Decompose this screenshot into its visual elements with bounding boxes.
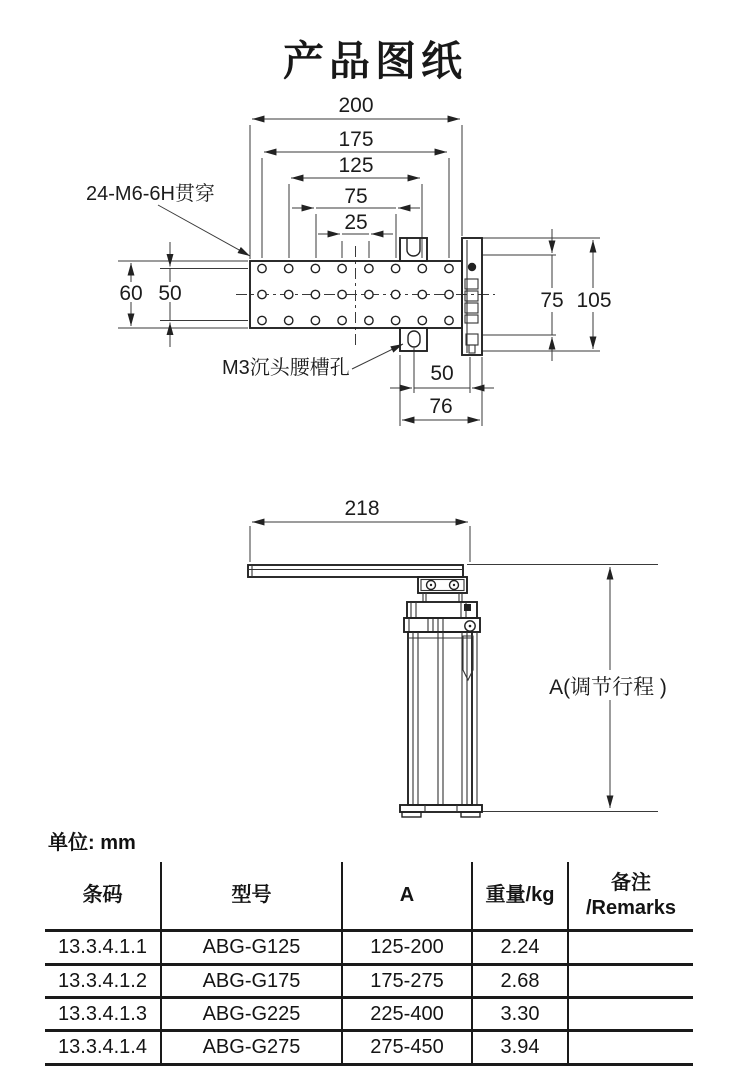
clamp-bracket: [400, 238, 482, 355]
dim-label-125: 125: [338, 154, 374, 177]
cell-weight: 3.94: [473, 1032, 569, 1066]
lift-column: [404, 593, 480, 805]
cell-remark: [569, 932, 693, 966]
dim-label-76: 76: [429, 395, 453, 418]
top-view: [86, 94, 612, 426]
cell-a: 275-450: [343, 1032, 473, 1066]
callout-slot-hole: M3沉头腰槽孔: [222, 357, 350, 379]
side-dimension-labels: [344, 497, 666, 699]
support-arm: [248, 565, 463, 577]
cell-remark: [569, 999, 693, 1032]
cell-model: ABG-G275: [162, 1032, 343, 1066]
header-model: 型号: [162, 862, 343, 932]
header-remarks-line2: /Remarks: [585, 896, 677, 919]
dim-label-50-bottom: 50: [430, 362, 454, 385]
unit-label: 单位: mm: [48, 832, 136, 854]
cell-remark: [569, 966, 693, 999]
cell-weight: 3.30: [473, 999, 569, 1032]
dim-label-75-right: 75: [540, 289, 564, 312]
header-a: A: [343, 862, 473, 932]
header-weight: 重量/kg: [473, 862, 569, 932]
cell-model: ABG-G125: [162, 932, 343, 966]
cell-a: 225-400: [343, 999, 473, 1032]
dim-label-200: 200: [338, 94, 374, 117]
cell-weight: 2.68: [473, 966, 569, 999]
cell-remark: [569, 1032, 693, 1066]
header-barcode: 条码: [45, 862, 162, 932]
technical-drawing: [0, 85, 750, 825]
cell-barcode: 13.3.4.1.4: [45, 1032, 162, 1066]
spec-table: [45, 862, 693, 1066]
header-remarks-line1: 备注: [611, 871, 651, 894]
m3-slot-hole: [408, 331, 420, 347]
cell-weight: 2.24: [473, 932, 569, 966]
cell-barcode: 13.3.4.1.2: [45, 966, 162, 999]
base-plate: [400, 805, 482, 817]
cell-model: ABG-G225: [162, 999, 343, 1032]
cell-a: 125-200: [343, 932, 473, 966]
dim-label-60: 60: [119, 282, 143, 305]
callout-through-holes: 24-M6-6H贯穿: [86, 183, 215, 205]
arm-mount-block: [418, 577, 467, 593]
dimension-labels: [86, 94, 612, 418]
dim-label-105: 105: [576, 289, 612, 312]
dim-label-218: 218: [344, 497, 380, 520]
cell-a: 175-275: [343, 966, 473, 999]
set-screw: [468, 263, 476, 271]
cell-barcode: 13.3.4.1.3: [45, 999, 162, 1032]
dim-label-175: 175: [338, 128, 374, 151]
header-remarks: [569, 862, 693, 932]
dim-label-25: 25: [344, 211, 368, 234]
side-view: [248, 497, 667, 817]
dim-label-75: 75: [344, 185, 368, 208]
page-title: 产品图纸: [283, 38, 467, 84]
dim-label-50-left: 50: [158, 282, 182, 305]
cell-barcode: 13.3.4.1.1: [45, 932, 162, 966]
cell-model: ABG-G175: [162, 966, 343, 999]
dim-label-stroke: A(调节行程 ): [549, 676, 667, 699]
